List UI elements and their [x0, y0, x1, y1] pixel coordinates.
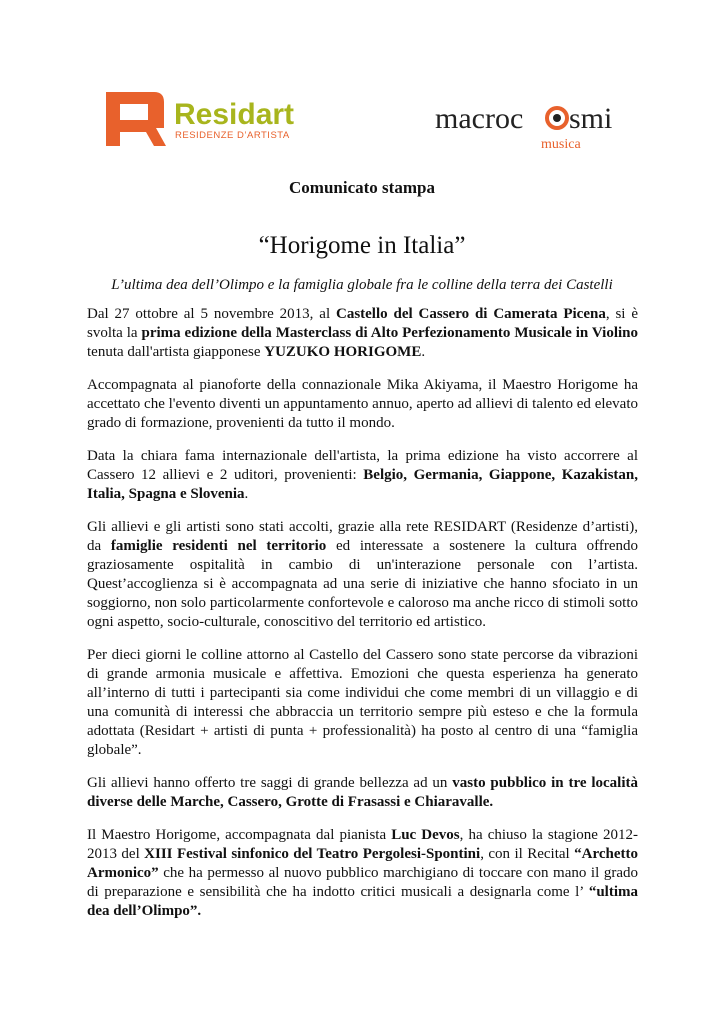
- residart-logo-name: Residart: [174, 98, 294, 131]
- paragraph: Dal 27 ottobre al 5 novembre 2013, al Castello del Cassero di Camerata Picena, si è svolta la prima edizione della Masterclass di Alto Perfezionamento Musicale in Violino tenuta dall'artista giapponese YUZUKO HORIGOME.: [87, 306, 639, 360]
- macrocosmi-logo: [435, 100, 645, 156]
- paragraph: Data la chiara fama internazionale dell'artista, la prima edizione ha visto accorrere al Cassero 12 allievi e 2 uditori, provenienti: Belgio, Germania, Giappone, Kazakistan, Italia, Spagna e Slovenia.: [87, 448, 638, 502]
- paragraph: Il Maestro Horigome, accompagnata dal pianista Luc Devos, ha chiuso la stagione 2012-2013 del XIII Festival sinfonico del Teatro Pergolesi-Spontini, con il Recital “Archetto Armonico” che ha permesso al nuovo pubblico marchigiano di toccare con mano il grado di preparazione e sensibilità che ha indotto critici musicali a designarla come l’ “ultima dea dell’Olimpo”.: [87, 827, 638, 919]
- paragraph: Gli allievi hanno offerto tre saggi di grande bellezza ad un vasto pubblico in tre località diverse delle Marche, Cassero, Grotte di Frasassi e Chiaravalle.: [87, 775, 638, 810]
- document-label: Comunicato stampa: [289, 178, 435, 197]
- paragraph: Per dieci giorni le colline attorno al Castello del Cassero sono state percorse da vibrazioni di grande armonia musicale e affettiva. Emozioni che questa esperienza ha generato all’interno di tutti i partecipanti sia come individui che come membri di un villaggio e di una comunità di interessi che abbraccia un territorio sempre più esteso e che la formula adottata (Residart + artisti di punta + professionalità) ha posto al centro di una “famiglia globale”.: [87, 647, 638, 758]
- residart-logo: [104, 88, 294, 152]
- macrocosmi-o-dot-icon: [553, 114, 561, 122]
- document-subtitle: L’ultima dea dell’Olimpo e la famiglia globale fra le colline della terra dei Castelli: [111, 277, 613, 293]
- paragraph: Gli allievi e gli artisti sono stati accolti, grazie alla rete RESIDART (Residenze d’artisti), da famiglie residenti nel territorio ed interessate a sostenere la cultura offrendo graziosamente ospitalità in cambio di un'interazione personale con l’artista. Quest’accoglienza si è accompagnata ad una serie di iniziative che hanno sfociato in un soggiorno, non solo particolarmente confortevole e caloroso ma anche ricco di stimoli sotto ogni aspetto, socio-culturale, conoscitivo del territorio ed artistico.: [87, 519, 638, 630]
- paragraph: Accompagnata al pianoforte della connazionale Mika Akiyama, il Maestro Horigome ha accettato che l'evento diventi un appuntamento annuo, aperto ad allievi di talento ed elevato grado di formazione, provenienti da tutto il mondo.: [87, 377, 638, 431]
- document-body: [87, 305, 638, 935]
- macrocosmi-mark-icon: [435, 100, 645, 156]
- macrocosmi-name-part2: smi: [569, 102, 613, 135]
- macrocosmi-name-part1: macroc: [435, 102, 524, 135]
- document-title: “Horigome in Italia”: [258, 232, 466, 259]
- residart-logo-tagline: RESIDENZE D’ARTISTA: [175, 130, 290, 141]
- residart-mark-icon: [104, 88, 294, 152]
- macrocosmi-tagline: musica: [541, 137, 581, 152]
